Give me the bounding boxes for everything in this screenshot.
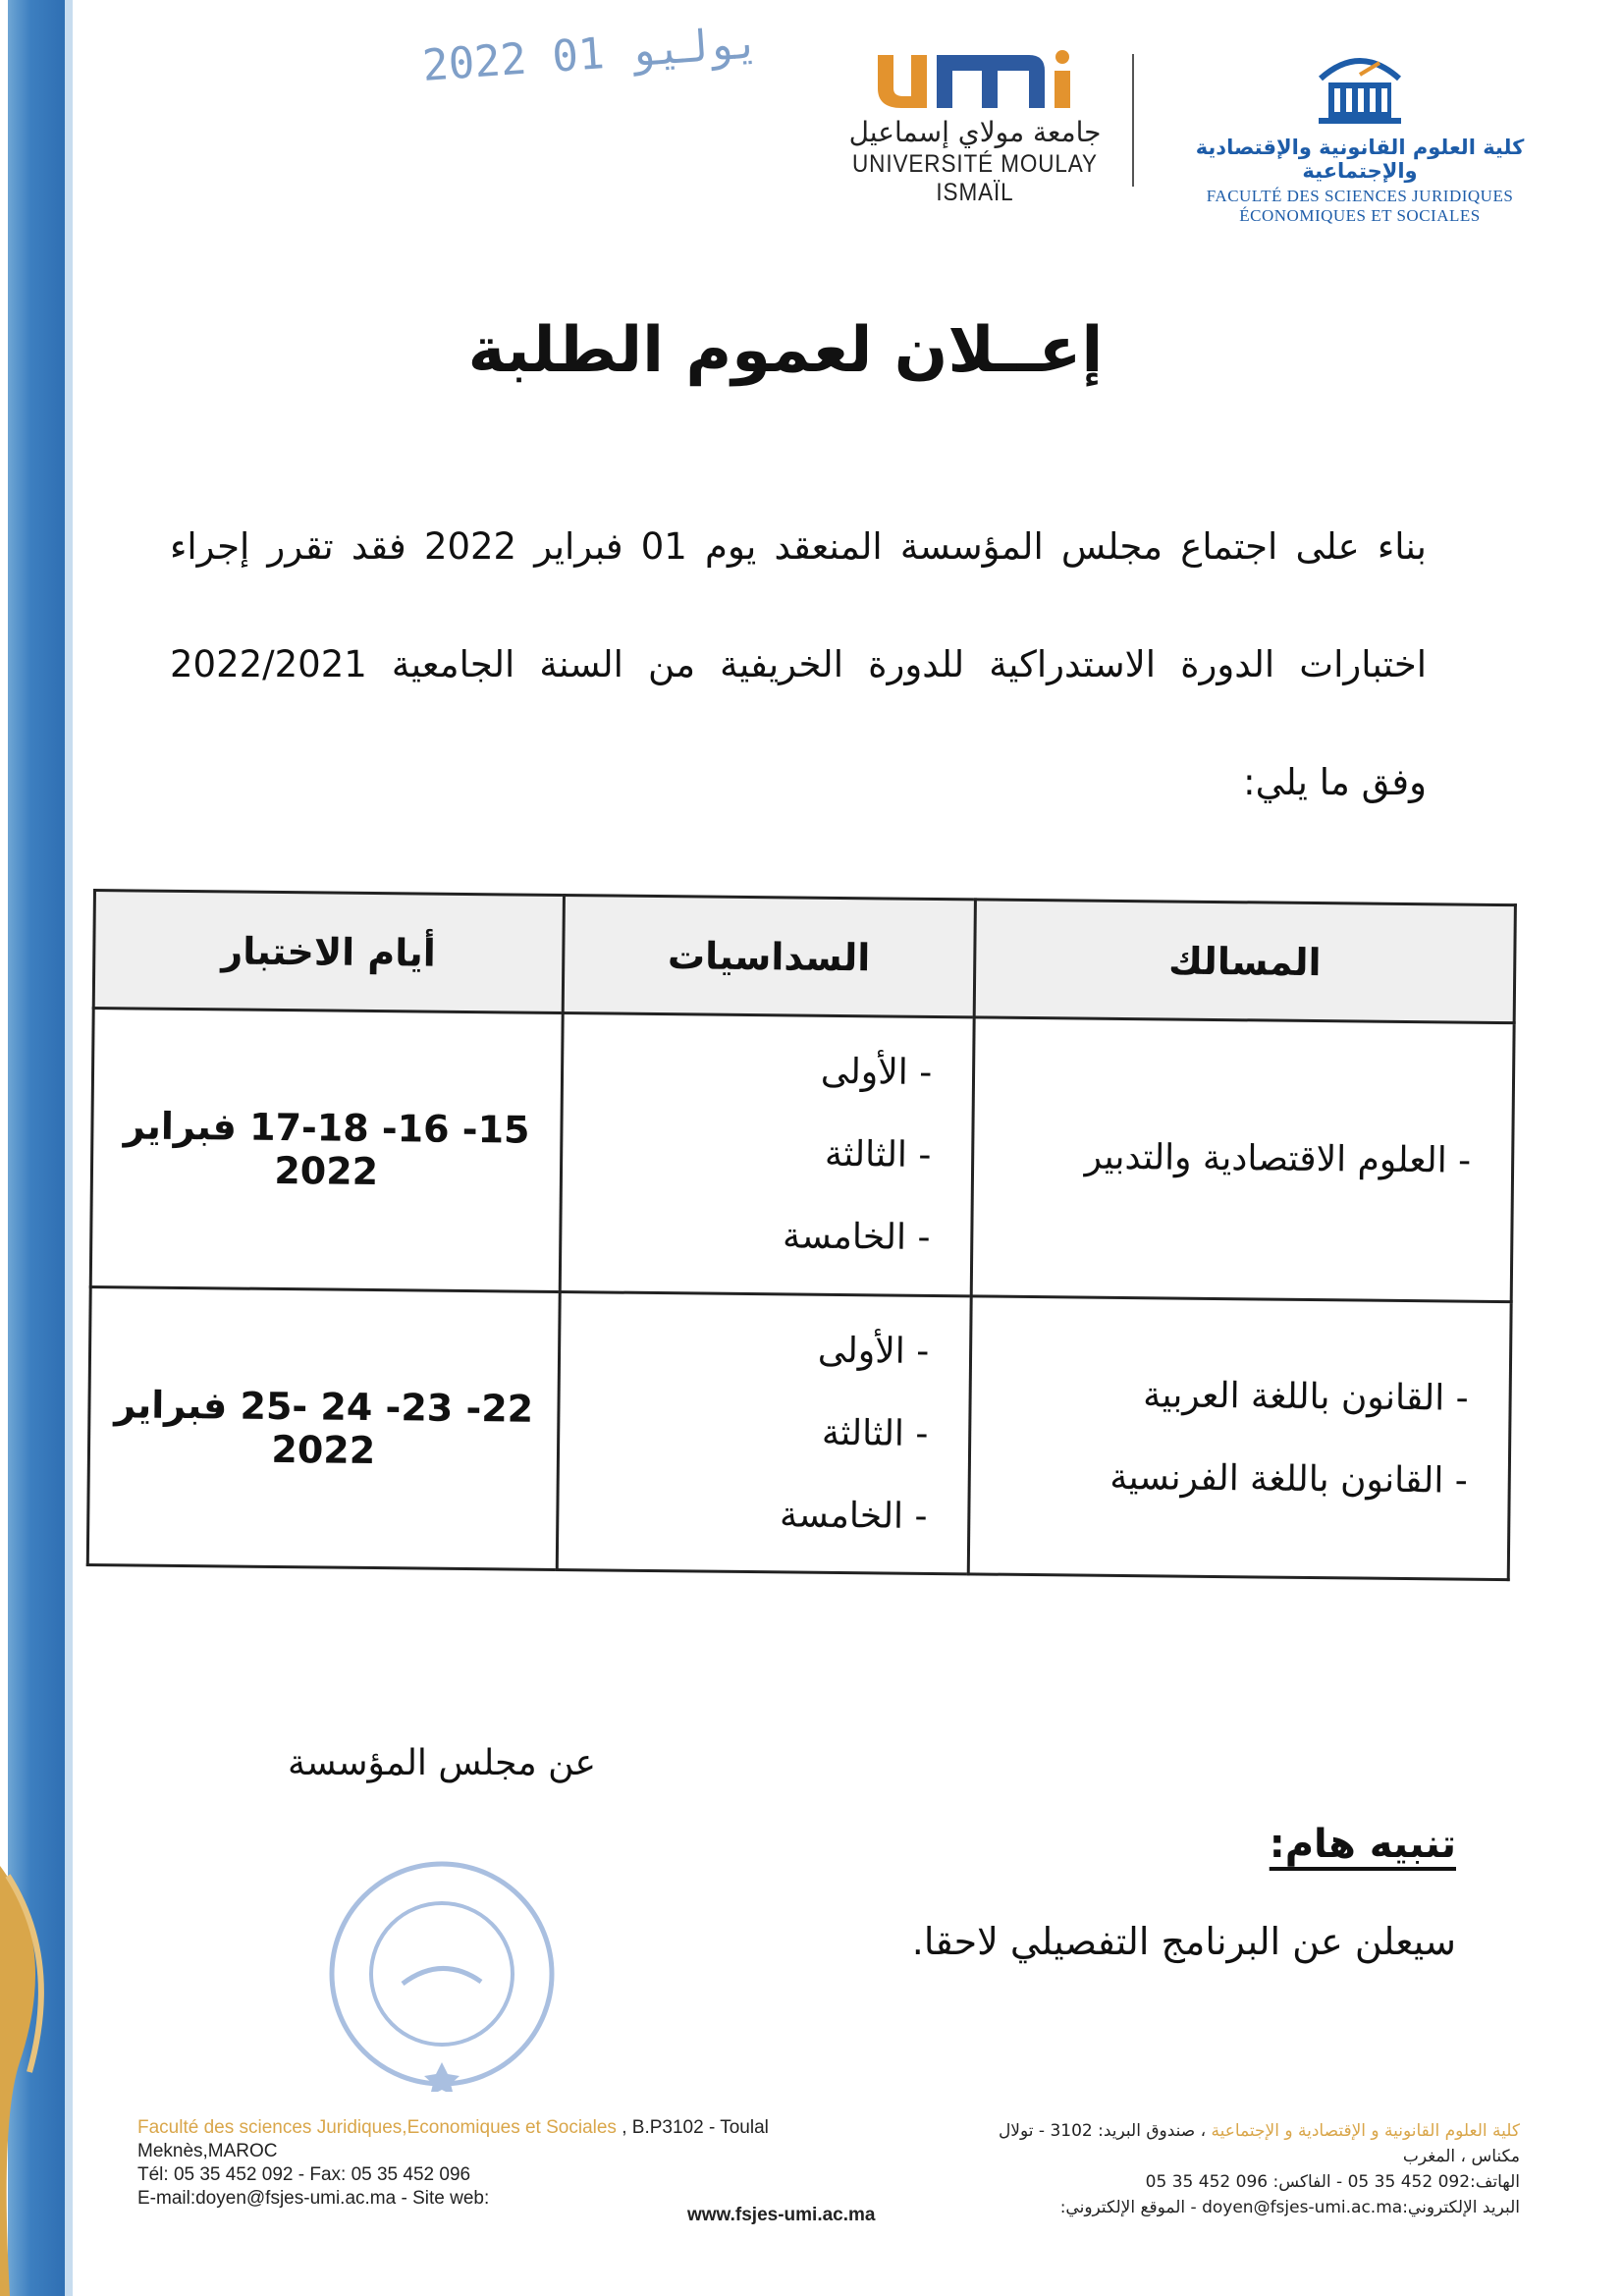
header-tracks: المسالك bbox=[974, 900, 1515, 1023]
footer-fr-city: Meknès,MAROC bbox=[137, 2141, 278, 2161]
date-stamp: 2022 يوليو 01 bbox=[420, 18, 762, 91]
track-item: - العلوم الاقتصادية والتدبير bbox=[975, 1116, 1472, 1203]
exam-days-cell: 15- 16- 17-18 فبراير 2022 bbox=[90, 1009, 562, 1291]
table-header-row bbox=[93, 891, 1515, 1023]
header-semesters: السداسيات bbox=[563, 896, 976, 1017]
semester-item: - الأولى bbox=[564, 1028, 932, 1115]
semesters-cell bbox=[560, 1013, 975, 1296]
notice-title: تنبيه هام: bbox=[1269, 1822, 1456, 1867]
table-row bbox=[87, 1286, 1511, 1580]
left-gold-swoosh bbox=[0, 1866, 88, 2296]
signature-text: عن مجلس المؤسسة bbox=[287, 1743, 597, 1783]
intro-line-2: اختبارات الدورة الاستدراكية للدورة الخريفية من السنة الجامعية 2022/2021 bbox=[170, 643, 1427, 685]
footer-fr-address: , B.P3102 - Toulal bbox=[616, 2117, 769, 2138]
semester-item: - الثالثة bbox=[560, 1390, 928, 1476]
intro-line-3: وفق ما يلي: bbox=[1243, 761, 1427, 803]
faculty-logo-block bbox=[1154, 49, 1566, 226]
semesters-cell bbox=[557, 1291, 972, 1574]
schedule-table bbox=[86, 889, 1517, 1581]
footer-ar-city: مكناس ، المغرب bbox=[1402, 2147, 1520, 2166]
track-item: - القانون باللغة العربية bbox=[972, 1352, 1469, 1440]
footer-ar-phone: الهاتف:092 452 35 05 - الفاكس: 096 452 35 05 bbox=[1145, 2172, 1520, 2192]
tracks-cell bbox=[968, 1295, 1511, 1579]
semester-item: - الخامسة bbox=[559, 1472, 927, 1558]
table-row bbox=[90, 1009, 1514, 1302]
footer-french bbox=[137, 2116, 903, 2211]
semester-item: - الأولى bbox=[561, 1307, 929, 1394]
logo-divider bbox=[1132, 54, 1134, 187]
umi-name-ar: جامعة مولاي إسماعيل bbox=[848, 116, 1102, 148]
footer-ar-email: البريد الإلكتروني:doyen@fsjes-umi.ac.ma - الموقع الإلكتروني: bbox=[1059, 2198, 1520, 2217]
semester-item: - الثالثة bbox=[563, 1111, 931, 1197]
track-item: - القانون باللغة الفرنسية bbox=[971, 1435, 1468, 1522]
footer-fr-email: E-mail:doyen@fsjes-umi.ac.ma - Site web: bbox=[137, 2188, 490, 2209]
footer-ar-address: ، صندوق البريد: 3102 - تولال bbox=[998, 2121, 1212, 2141]
faculty-name-ar: كلية العلوم القانونية والإقتصادية والإجتماعية bbox=[1195, 136, 1525, 183]
header-days: أيام الاختبار bbox=[93, 891, 564, 1013]
umi-name-fr: UNIVERSITÉ MOULAY ISMAÏL bbox=[852, 150, 1098, 206]
umi-logo-icon bbox=[872, 49, 1078, 110]
faculty-building-icon bbox=[1311, 49, 1409, 126]
schedule-table-wrapper bbox=[86, 889, 1517, 1581]
notice-text: سيعلن عن البرنامج التفصيلي لاحقا. bbox=[911, 1920, 1456, 1963]
footer-fr-faculty: Faculté des sciences Juridiques,Economiques et Sociales bbox=[137, 2117, 617, 2138]
semester-item: - الخامسة bbox=[562, 1193, 930, 1280]
official-seal-icon bbox=[324, 1856, 560, 2092]
intro-line-1: بناء على اجتماع مجلس المؤسسة المنعقد يوم 01 فبراير 2022 فقد تقرر إجراء bbox=[170, 525, 1427, 568]
faculty-name-fr: FACULTÉ DES SCIENCES JURIDIQUES ÉCONOMIQUES ET SOCIALES bbox=[1206, 187, 1514, 225]
umi-logo-block bbox=[833, 49, 1117, 207]
footer-website-link[interactable]: www.fsjes-umi.ac.ma bbox=[687, 2205, 876, 2225]
footer-fr-phone: Tél: 05 35 452 092 - Fax: 05 35 452 096 bbox=[137, 2164, 471, 2185]
page-title: إعــلان لعموم الطلبة bbox=[467, 314, 1104, 387]
footer-arabic bbox=[872, 2118, 1520, 2220]
footer-ar-faculty: كلية العلوم القانونية و الإقتصادية و الإجتماعية bbox=[1211, 2121, 1520, 2141]
tracks-cell bbox=[971, 1017, 1514, 1301]
exam-days-cell: 22- 23- 24 -25 فبراير 2022 bbox=[87, 1286, 559, 1569]
